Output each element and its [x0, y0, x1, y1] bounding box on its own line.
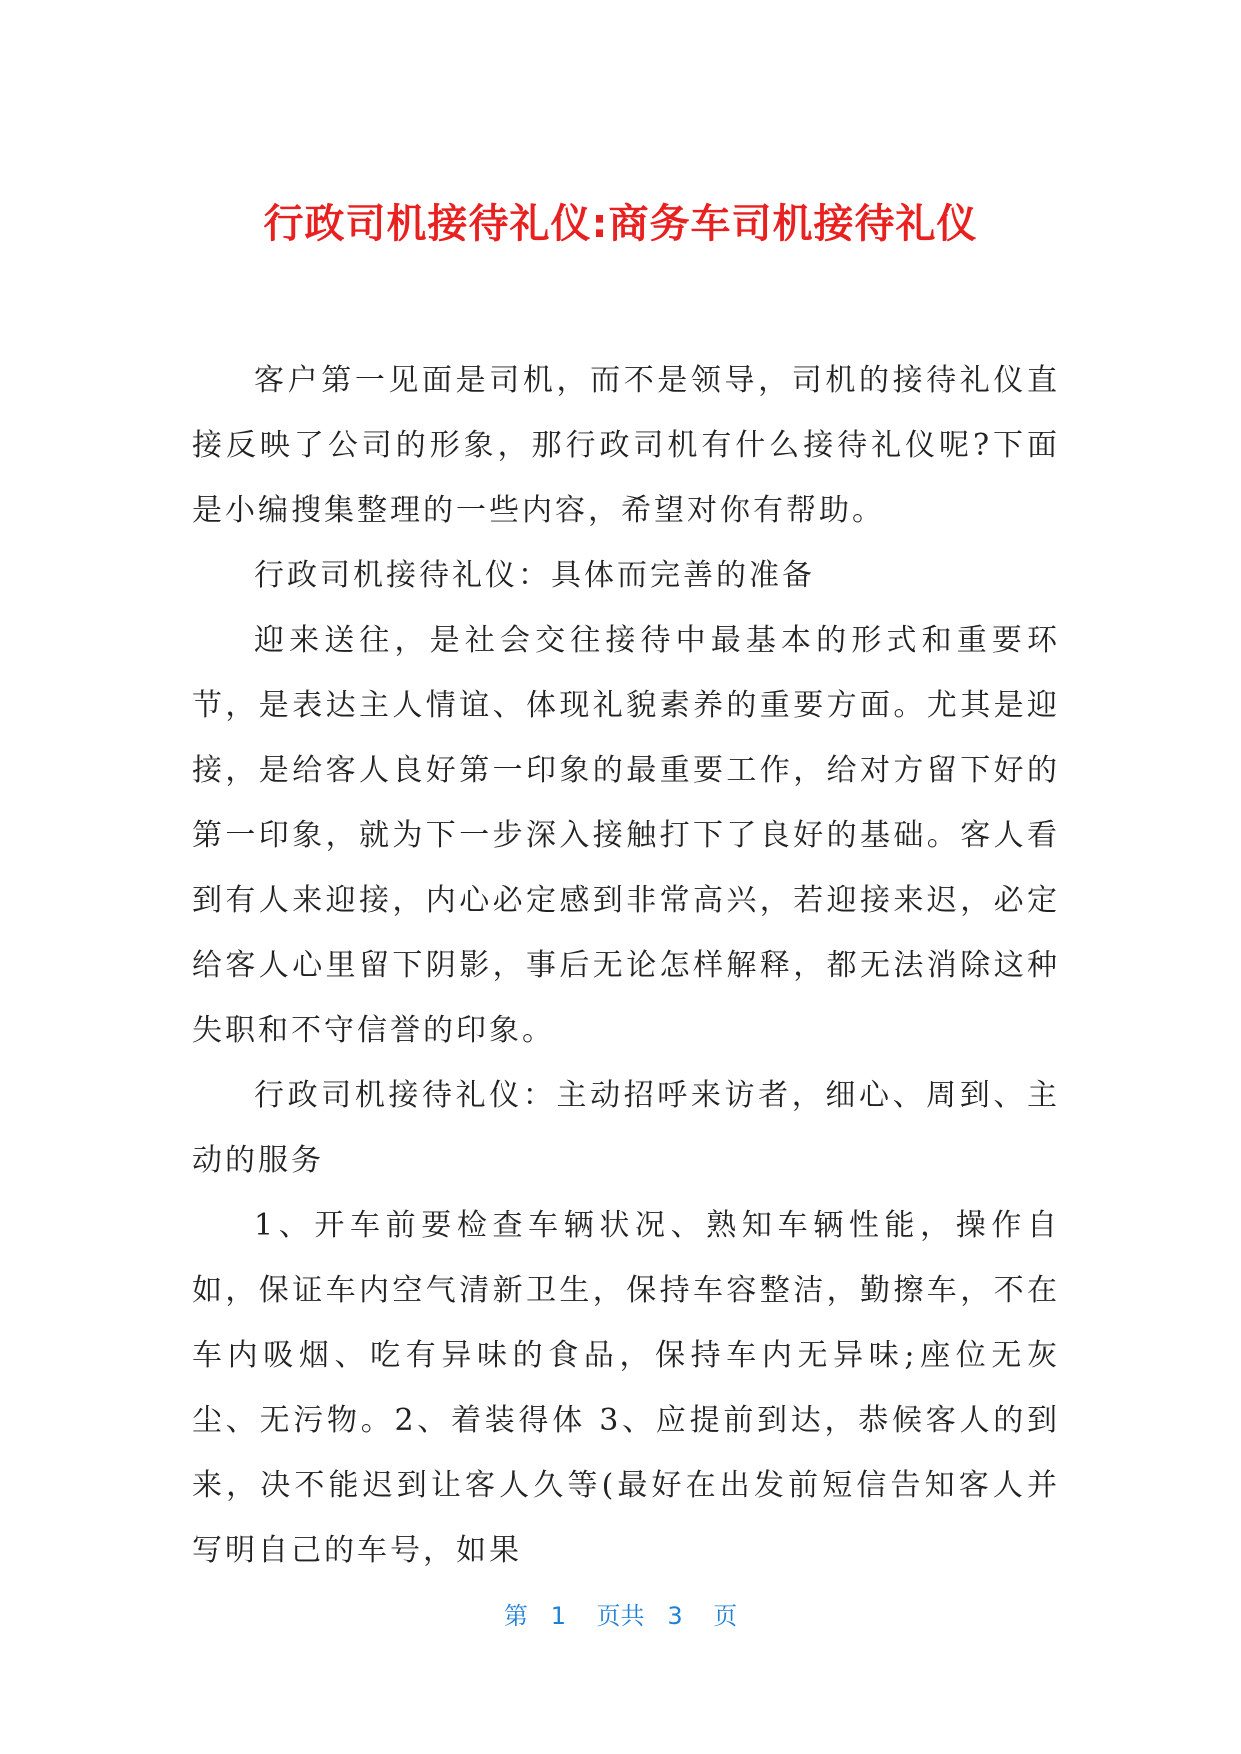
paragraph-service-list: 1、开车前要检查车辆状况、熟知车辆性能，操作自如，保证车内空气清新卫生，保持车容整洁，勤擦车，不在车内吸烟、吃有异味的食品，保持车内无异味;座位无灰尘、无污物。2、着装得体 3、应提前到达，恭候客人的到来，决不能迟到让客人久等(最好在出发前短信告知客人并写明自己的车号，如果	[192, 1208, 1060, 1568]
page-label-middle: 页共	[596, 1602, 645, 1630]
paragraph-welcome: 迎来送往，是社会交往接待中最基本的形式和重要环节，是表达主人情谊、体现礼貌素养的重要方面。尤其是迎接，是给客人良好第一印象的最重要工作，给对方留下好的第一印象，就为下一步深入接触打下了良好的基础。客人看到有人来迎接，内心必定感到非常高兴，若迎接来迟，必定给客人心里留下阴影，事后无论怎样解释，都无法消除这种失职和不守信誉的印象。	[192, 623, 1060, 1048]
current-page-number: 1	[550, 1602, 566, 1630]
page-label-prefix: 第	[503, 1602, 528, 1630]
paragraph-heading-service: 行政司机接待礼仪：主动招呼来访者，细心、周到、主动的服务	[192, 1078, 1060, 1178]
paragraph-heading-preparation: 行政司机接待礼仪：具体而完善的准备	[254, 558, 815, 593]
total-pages-number: 3	[667, 1602, 683, 1630]
paragraph-intro: 客户第一见面是司机，而不是领导，司机的接待礼仪直接反映了公司的形象，那行政司机有什么接待礼仪呢?下面是小编搜集整理的一些内容，希望对你有帮助。	[192, 363, 1060, 528]
page-label-suffix: 页	[713, 1602, 738, 1630]
document-title: 行政司机接待礼仪:商务车司机接待礼仪	[263, 201, 978, 247]
page-footer	[0, 1600, 1241, 1632]
document-body	[192, 348, 1060, 1583]
